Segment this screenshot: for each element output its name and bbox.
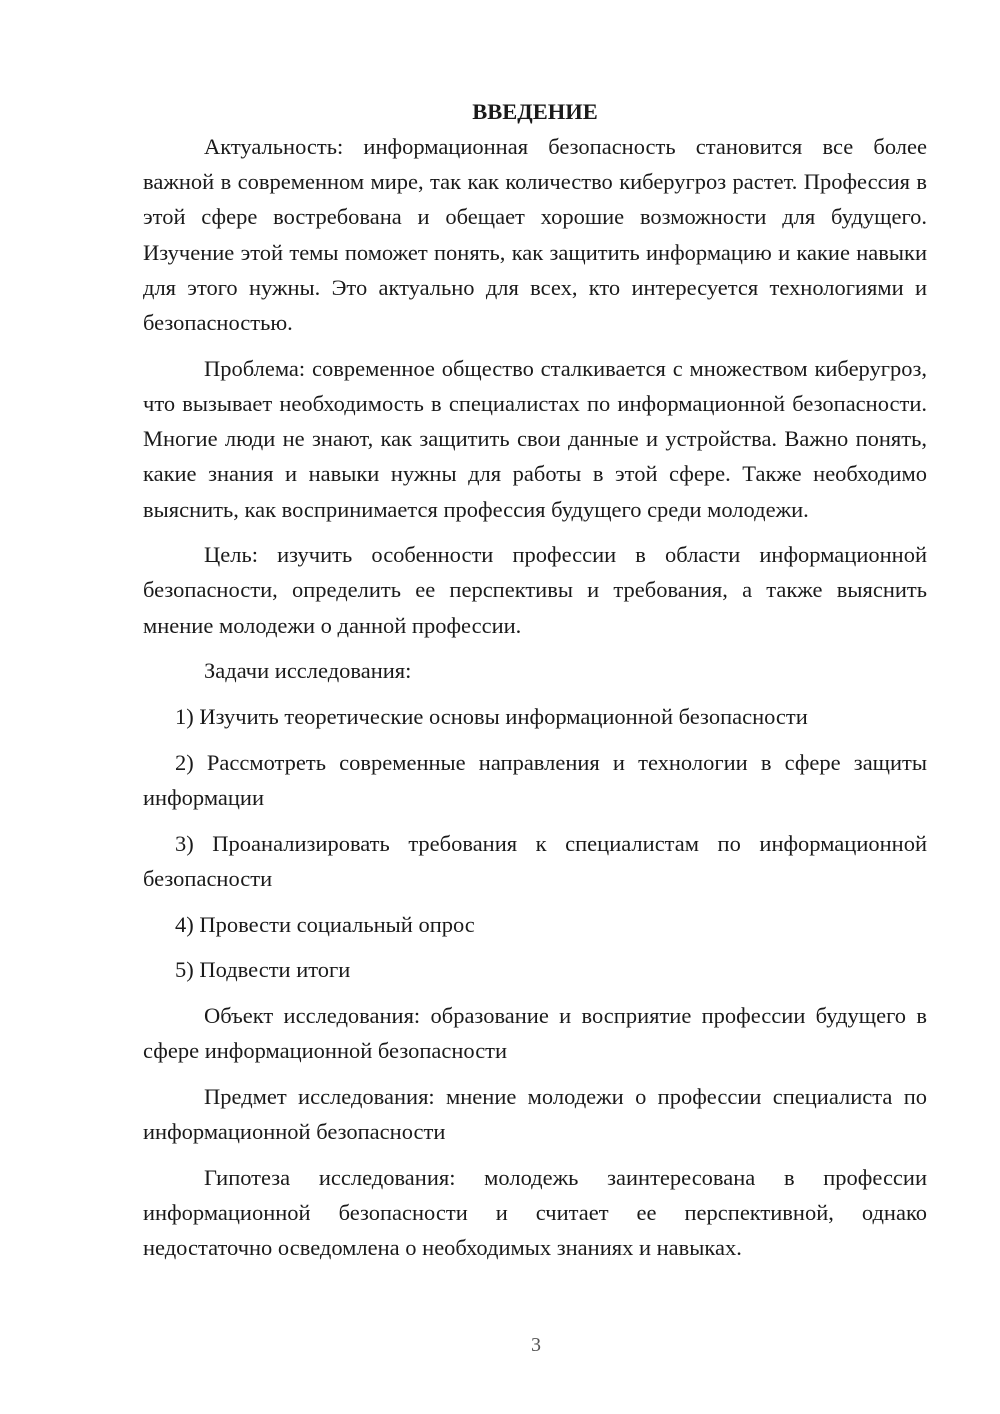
- paragraph-relevance: Актуальность: информационная безопасность становится все более важной в современном мире, так как количество киберугроз растет. Профессия в этой сфере востребована и обещает хорошие возможности для будущего. Изучение этой темы поможет понять, как защитить информацию и какие навыки для этого нужны. Это актуально для всех, кто интересуется технологиями и безопасностью.: [143, 134, 927, 336]
- page-number: 3: [531, 1334, 541, 1356]
- paragraph-goal: Цель: изучить особенности профессии в области информационной безопасности, определить ее перспективы и требования, а также выяснить мнение молодежи о данной профессии.: [143, 542, 927, 638]
- paragraph-hypothesis: Гипотеза исследования: молодежь заинтересована в профессии информационной безопасности и считает ее перспективной, однако недостаточно осведомлена о необходимых знаниях и навыках.: [143, 1164, 927, 1261]
- task-item-2: 2) Рассмотреть современные направления и технологии в сфере защиты информации: [143, 749, 927, 810]
- task-item-5: 5) Подвести итоги: [175, 957, 351, 983]
- paragraph-tasks-heading: Задачи исследования:: [204, 658, 412, 684]
- paragraph-problem: Проблема: современное общество сталкивается с множеством киберугроз, что вызывает необходимость в специалистах по информационной безопасности. Многие люди не знают, как защитить свои данные и устройства. Важно понять, какие знания и навыки нужны для работы в этой сфере. Также необходимо выяснить, как воспринимается профессия будущего среди молодежи.: [143, 355, 927, 522]
- task-item-1: 1) Изучить теоретические основы информационной безопасности: [175, 704, 808, 730]
- section-title: ВВЕДЕНИЕ: [472, 99, 598, 124]
- task-item-3: 3) Проанализировать требования к специалистам по информационной безопасности: [143, 830, 927, 891]
- task-item-4: 4) Провести социальный опрос: [175, 911, 475, 937]
- document-body: [143, 94, 927, 1276]
- paragraph-subject: Предмет исследования: мнение молодежи о профессии специалиста по информационной безопасности: [143, 1083, 927, 1145]
- paragraph-object: Объект исследования: образование и восприятие профессии будущего в сфере информационной безопасности: [143, 1002, 927, 1064]
